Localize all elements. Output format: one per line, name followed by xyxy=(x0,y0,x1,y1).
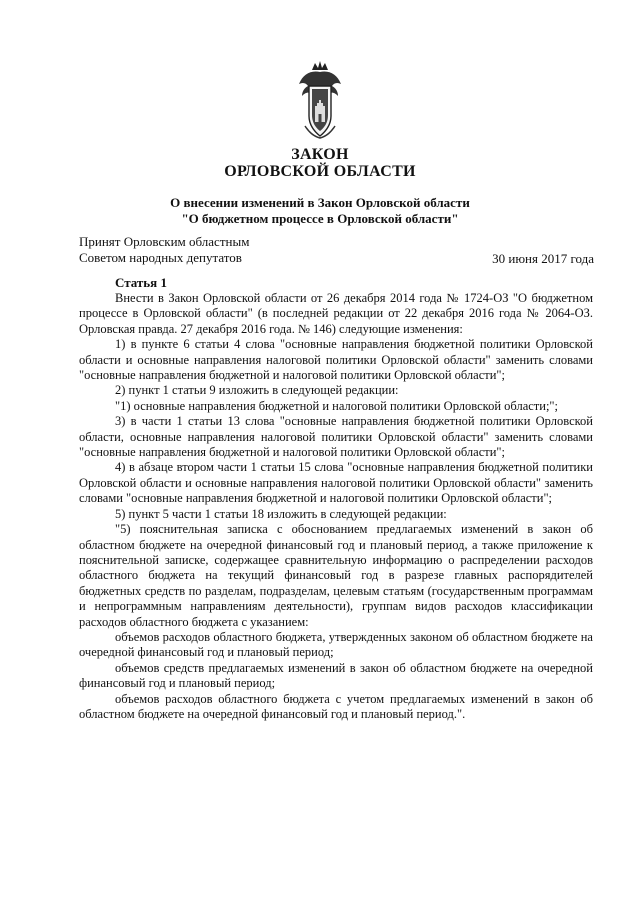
law-title: ЗАКОН xyxy=(291,146,349,163)
paragraph: "1) основные направления бюджетной и налоговой политики Орловской области;"; xyxy=(115,398,558,413)
adoption-date: 30 июня 2017 года xyxy=(492,251,594,266)
paragraph: 1) в пункте 6 статьи 4 слова "основные направления бюджетной политики Орловской области и основные направления налоговой политики Орловской области" заменить словами "основные направления бюджетной и налоговой политики Орловской области"; xyxy=(79,337,593,383)
region-title: ОРЛОВСКОЙ ОБЛАСТИ xyxy=(224,163,416,180)
paragraph: "5) пояснительная записка с обоснованием предлагаемых изменений в закон об областном бюджете на очередной финансовый год и плановый период, а также приложение к пояснительной записке, содержащее сравнительную информацию о распределении расходов областного бюджета на текущий финансовый год в разрезе главных распорядителей бюджетных средств по разделам, подразделам, целевым статьям (государственным программам и непрограммным направлениям деятельности), группам видов расходов классификации расходов областного бюджета с указанием: xyxy=(79,522,593,629)
adopted-by-line1: Принят Орловским областным xyxy=(79,234,250,249)
paragraph: объемов расходов областного бюджета с учетом предлагаемых изменений в закон об областном бюджете на очередной финансовый год и плановый период.". xyxy=(79,691,593,721)
paragraph: 4) в абзаце втором части 1 статьи 15 слова "основные направления бюджетной политики Орловской области и основные направления налоговой политики Орловской области" заменить словами "основные направления бюджетной и налоговой политики Орловской области"; xyxy=(79,460,593,506)
paragraph: 5) пункт 5 части 1 статьи 18 изложить в следующей редакции: xyxy=(115,506,447,521)
paragraph: объемов расходов областного бюджета, утвержденных законом об областном бюджете на очередной финансовый год и плановый период; xyxy=(79,629,593,660)
law-subtitle-line2: "О бюджетном процессе в Орловской области" xyxy=(181,211,459,226)
paragraph: 3) в части 1 статьи 13 слова "основные направления бюджетной политики Орловской области, основные направления налоговой политики Орловской области" заменить словами "основные направления бюджетной и налоговой политики Орловской области"; xyxy=(79,414,593,460)
article-body xyxy=(79,291,593,722)
paragraph: объемов средств предлагаемых изменений в закон об областном бюджете на очередной финансовый год и плановый период; xyxy=(79,660,593,691)
adopted-by-line2: Советом народных депутатов xyxy=(79,250,242,265)
paragraph: 2) пункт 1 статьи 9 изложить в следующей редакции: xyxy=(115,383,399,398)
coat-of-arms-icon xyxy=(297,60,343,140)
paragraph: Внести в Закон Орловской области от 26 декабря 2014 года № 1724-ОЗ "О бюджетном процессе в Орловской области" (в последней редакции от 22 декабря 2016 года № 2064-ОЗ. Орловская правда. 27 декабря 2016 года. № 146) следующие изменения: xyxy=(79,291,593,336)
law-subtitle-line1: О внесении изменений в Закон Орловской области xyxy=(170,195,470,210)
article-heading: Статья 1 xyxy=(115,275,167,290)
